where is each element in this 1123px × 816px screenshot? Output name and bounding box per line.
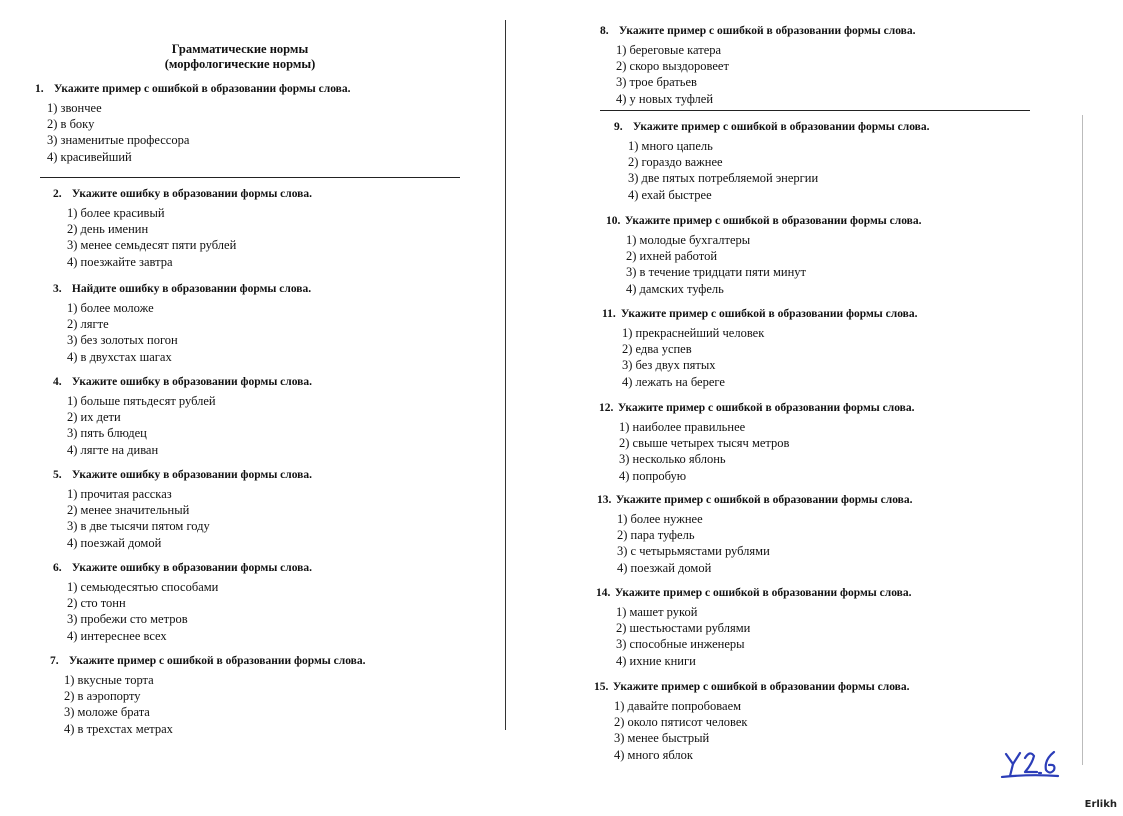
answer-option: 1) много цапель bbox=[628, 139, 713, 153]
question-15 bbox=[594, 680, 910, 763]
answer-option: 4) красивейший bbox=[47, 149, 132, 164]
question-number: 5. bbox=[53, 469, 62, 481]
answer-option: 2) менее значительный bbox=[67, 503, 190, 518]
answer-option: 1) более моложе bbox=[67, 301, 154, 315]
question-text: Укажите пример с ошибкой в образовании формы слова. bbox=[614, 587, 912, 599]
answer-option: 3) две пятых потребляемой энергии bbox=[628, 171, 819, 186]
question-text: Укажите пример с ошибкой в образовании формы слова. bbox=[632, 121, 930, 133]
question-text: Найдите ошибку в образовании формы слова. bbox=[71, 283, 312, 295]
question-5 bbox=[53, 468, 312, 551]
answer-option: 4) поезжайте завтра bbox=[67, 254, 173, 269]
answer-option: 1) более нужнее bbox=[617, 512, 703, 526]
answer-option: 3) менее быстрый bbox=[614, 731, 710, 746]
question-number: 14. bbox=[596, 587, 611, 599]
answer-option: 3) в две тысячи пятом году bbox=[67, 519, 210, 534]
question-number: 12. bbox=[599, 402, 614, 414]
answer-option: 2) шестьюстами рублями bbox=[616, 621, 751, 636]
question-9 bbox=[614, 120, 930, 203]
question-number: 2. bbox=[53, 188, 62, 200]
answer-option: 1) наиболее правильнее bbox=[619, 420, 746, 434]
answer-option: 2) свыше четырех тысяч метров bbox=[619, 436, 790, 451]
answer-option: 2) день именин bbox=[67, 222, 149, 237]
question-number: 10. bbox=[606, 215, 621, 227]
answer-option: 2) пара туфель bbox=[617, 528, 695, 543]
answer-option: 3) менее семьдесят пяти рублей bbox=[67, 238, 237, 253]
answer-option: 3) пробежи сто метров bbox=[67, 612, 188, 627]
answer-option: 3) с четырьмястами рублями bbox=[617, 544, 770, 559]
answer-option: 1) вкусные торта bbox=[64, 673, 154, 687]
question-number: 1. bbox=[35, 83, 44, 95]
question-text: Укажите пример с ошибкой в образовании формы слова. bbox=[617, 402, 915, 414]
question-number: 11. bbox=[602, 308, 616, 320]
answer-option: 1) береговые катера bbox=[616, 43, 722, 57]
answer-option: 2) в боку bbox=[47, 117, 95, 132]
question-11 bbox=[602, 307, 918, 390]
answer-option: 4) дамских туфель bbox=[626, 281, 724, 296]
question-number: 13. bbox=[597, 494, 612, 506]
handwritten-note-mark bbox=[1000, 744, 1060, 778]
question-text: Укажите пример с ошибкой в образовании формы слова. bbox=[618, 25, 916, 37]
answer-option: 3) несколько яблонь bbox=[619, 452, 726, 467]
answer-option: 1) прекраснейший человек bbox=[622, 326, 765, 340]
scanner-watermark: Erlikh bbox=[1084, 799, 1117, 810]
question-3 bbox=[53, 282, 311, 365]
question-14 bbox=[596, 586, 912, 669]
answer-option: 2) их дети bbox=[67, 410, 121, 425]
answer-option: 2) едва успев bbox=[622, 342, 692, 357]
answer-option: 4) поезжай домой bbox=[617, 560, 712, 575]
worksheet-title bbox=[120, 42, 360, 72]
answer-option: 4) лежать на береге bbox=[622, 374, 725, 389]
question-8 bbox=[600, 24, 916, 107]
answer-option: 4) в двухстах шагах bbox=[67, 349, 172, 364]
answer-option: 1) семьюдесятью способами bbox=[67, 580, 219, 594]
question-number: 4. bbox=[53, 376, 62, 388]
answer-option: 4) много яблок bbox=[614, 747, 693, 762]
answer-option: 2) скоро выздоровеет bbox=[616, 59, 729, 74]
page-edge-line bbox=[1082, 115, 1083, 765]
answer-option: 2) в аэропорту bbox=[64, 689, 141, 704]
question-12 bbox=[599, 401, 915, 484]
answer-option: 1) молодые бухгалтеры bbox=[626, 233, 751, 247]
answer-option: 4) поезжай домой bbox=[67, 535, 162, 550]
question-7 bbox=[50, 654, 366, 737]
question-2 bbox=[53, 187, 312, 270]
question-1 bbox=[35, 82, 351, 165]
answer-option: 3) без двух пятых bbox=[622, 358, 716, 373]
question-text: Укажите ошибку в образовании формы слова. bbox=[71, 376, 313, 388]
answer-option: 1) более красивый bbox=[67, 206, 165, 220]
answer-option: 1) давайте попробоваем bbox=[614, 699, 742, 713]
divider-line bbox=[600, 110, 1030, 111]
question-text: Укажите ошибку в образовании формы слова. bbox=[71, 188, 313, 200]
question-number: 15. bbox=[594, 681, 609, 693]
title-line-2: (морфологические нормы) bbox=[164, 57, 316, 71]
answer-option: 4) ихние книги bbox=[616, 653, 696, 668]
question-13 bbox=[597, 493, 913, 576]
page-edge-line bbox=[505, 20, 506, 730]
question-6 bbox=[53, 561, 312, 644]
answer-option: 2) сто тонн bbox=[67, 596, 126, 611]
question-text: Укажите пример с ошибкой в образовании формы слова. bbox=[53, 83, 351, 95]
question-text: Укажите пример с ошибкой в образовании формы слова. bbox=[615, 494, 913, 506]
question-text: Укажите пример с ошибкой в образовании формы слова. bbox=[612, 681, 910, 693]
answer-option: 1) машет рукой bbox=[616, 605, 698, 619]
question-text: Укажите пример с ошибкой в образовании формы слова. bbox=[68, 655, 366, 667]
question-number: 3. bbox=[53, 283, 62, 295]
answer-option: 3) трое братьев bbox=[616, 75, 697, 90]
answer-option: 4) попробую bbox=[619, 468, 687, 483]
question-text: Укажите ошибку в образовании формы слова. bbox=[71, 562, 313, 574]
question-text: Укажите ошибку в образовании формы слова. bbox=[71, 469, 313, 481]
answer-option: 3) способные инженеры bbox=[616, 637, 745, 652]
question-number: 8. bbox=[600, 25, 609, 37]
answer-option: 3) моложе брата bbox=[64, 705, 150, 720]
question-4 bbox=[53, 375, 312, 458]
answer-option: 2) гораздо важнее bbox=[628, 155, 723, 170]
question-10 bbox=[606, 214, 922, 297]
answer-option: 3) без золотых погон bbox=[67, 333, 178, 348]
answer-option: 2) около пятисот человек bbox=[614, 715, 748, 730]
answer-option: 3) пять блюдец bbox=[67, 426, 147, 441]
answer-option: 1) прочитая рассказ bbox=[67, 487, 172, 501]
title-line-1: Грамматические нормы bbox=[171, 42, 309, 56]
answer-option: 1) звончее bbox=[47, 101, 102, 115]
answer-option: 2) ихней работой bbox=[626, 249, 718, 264]
question-number: 7. bbox=[50, 655, 59, 667]
answer-option: 4) у новых туфлей bbox=[616, 91, 714, 106]
answer-option: 4) в трехстах метрах bbox=[64, 721, 173, 736]
question-text: Укажите пример с ошибкой в образовании формы слова. bbox=[620, 308, 918, 320]
answer-option: 4) ехай быстрее bbox=[628, 187, 712, 202]
answer-option: 3) знаменитые профессора bbox=[47, 133, 190, 148]
answer-option: 1) больше пятьдесят рублей bbox=[67, 394, 216, 408]
answer-option: 4) интереснее всех bbox=[67, 628, 167, 643]
question-number: 9. bbox=[614, 121, 623, 133]
question-text: Укажите пример с ошибкой в образовании формы слова. bbox=[624, 215, 922, 227]
divider-line bbox=[40, 177, 460, 178]
answer-option: 4) лягте на диван bbox=[67, 442, 159, 457]
answer-option: 3) в течение тридцати пяти минут bbox=[626, 265, 806, 280]
answer-option: 2) лягте bbox=[67, 317, 109, 332]
question-number: 6. bbox=[53, 562, 62, 574]
